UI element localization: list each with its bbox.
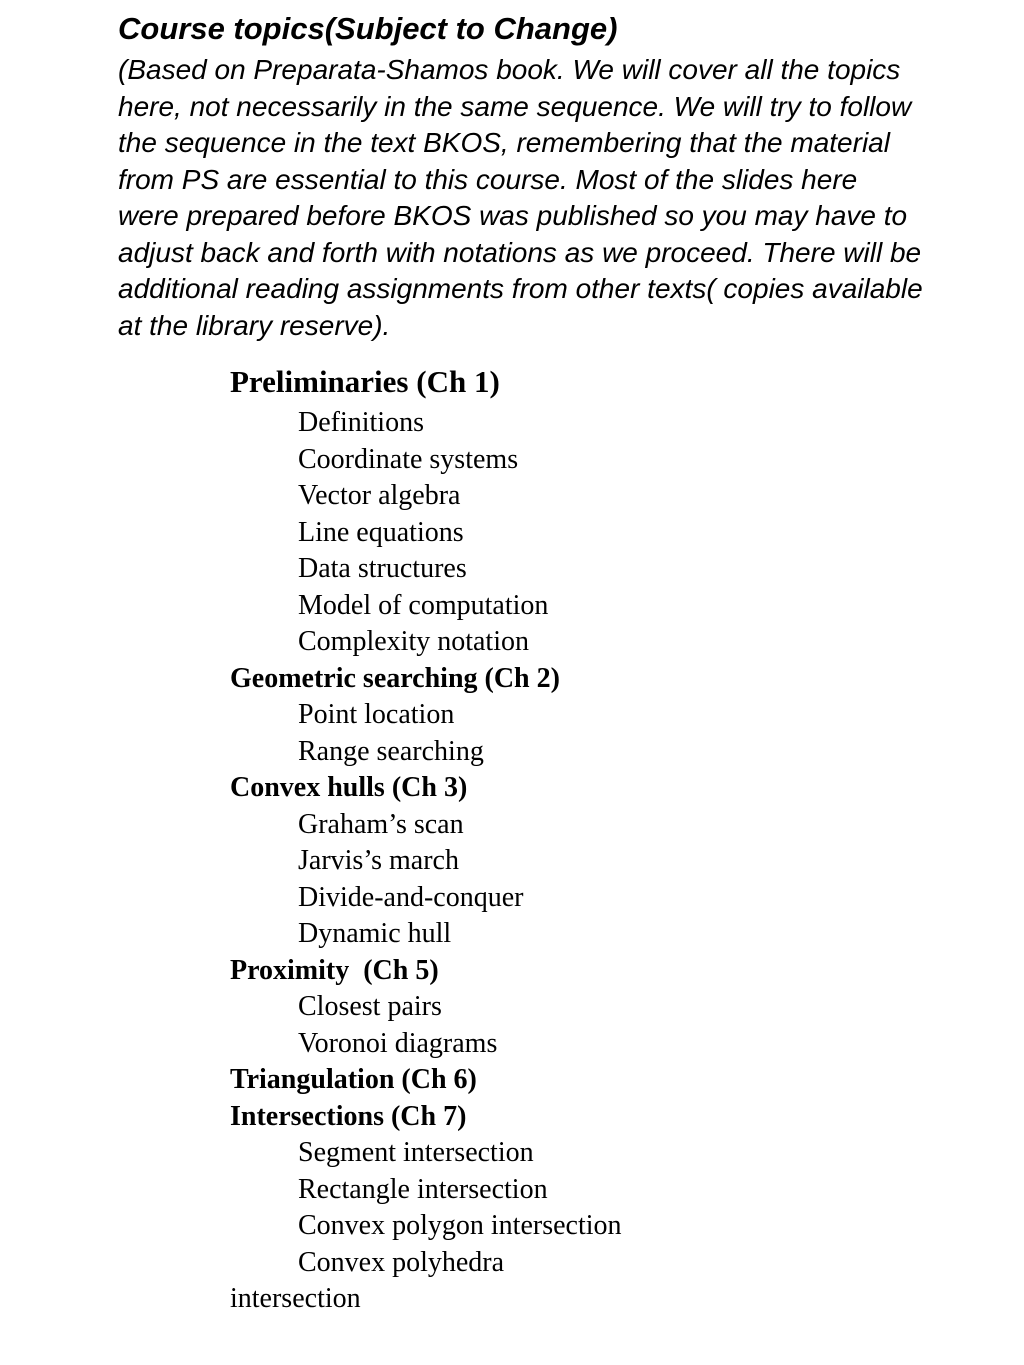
topic-item: Jarvis’s march [298,845,459,876]
intro-line: additional reading assignments from other texts( copies available [118,273,923,304]
topic-item: Coordinate systems [298,443,519,475]
intro-line: here, not necessarily in the same sequence. We will try to follow [118,90,912,122]
topic-item: Data structures [298,553,467,584]
intro-line: adjust back and forth with notations as we proceed. There will be [118,236,922,268]
topic-item: Rectangle intersection [298,1173,548,1205]
topic-item: Graham’s scan [298,808,464,840]
section-heading-triangulation: Triangulation (Ch 6) [230,1064,477,1095]
topic-item: Voronoi diagrams [298,1027,498,1059]
topic-item: Definitions [298,407,424,438]
topic-item: Segment intersection [298,1137,534,1168]
intro-line: were prepared before BKOS was published so you may have to [118,200,908,231]
topic-item-continuation: intersection [230,1283,361,1314]
topic-item: Convex polygon intersection [298,1210,622,1241]
section-heading-convex-hulls: Convex hulls (Ch 3) [230,772,468,803]
intro-paragraph [118,52,1018,344]
intro-line: the sequence in the text BKOS, remembering that the material [118,127,890,158]
topic-item: Line equations [298,516,464,548]
topic-item: Convex polyhedra [298,1246,505,1278]
section-heading-preliminaries: Preliminaries (Ch 1) [230,364,500,399]
intro-line: at the library reserve). [118,309,391,341]
topic-list [230,363,990,1318]
topic-item: Divide-and-conquer [298,881,524,913]
intro-line: from PS are essential to this course. Most of the slides here [118,163,858,195]
topic-item: Vector algebra [298,480,461,511]
section-heading-intersections: Intersections (Ch 7) [230,1100,467,1132]
section-heading-geometric-searching: Geometric searching (Ch 2) [230,662,560,694]
topic-item: Range searching [298,735,484,767]
topic-item: Model of computation [298,589,549,621]
topic-item: Point location [298,699,455,730]
page-title: Course topics(Subject to Change) [118,11,618,46]
section-heading-proximity: Proximity (Ch 5) [230,954,439,986]
topic-item: Complexity notation [298,626,529,657]
topic-item: Dynamic hull [298,918,452,949]
intro-line: (Based on Preparata-Shamos book. We will cover all the topics [118,54,901,85]
topic-item: Closest pairs [298,991,442,1022]
